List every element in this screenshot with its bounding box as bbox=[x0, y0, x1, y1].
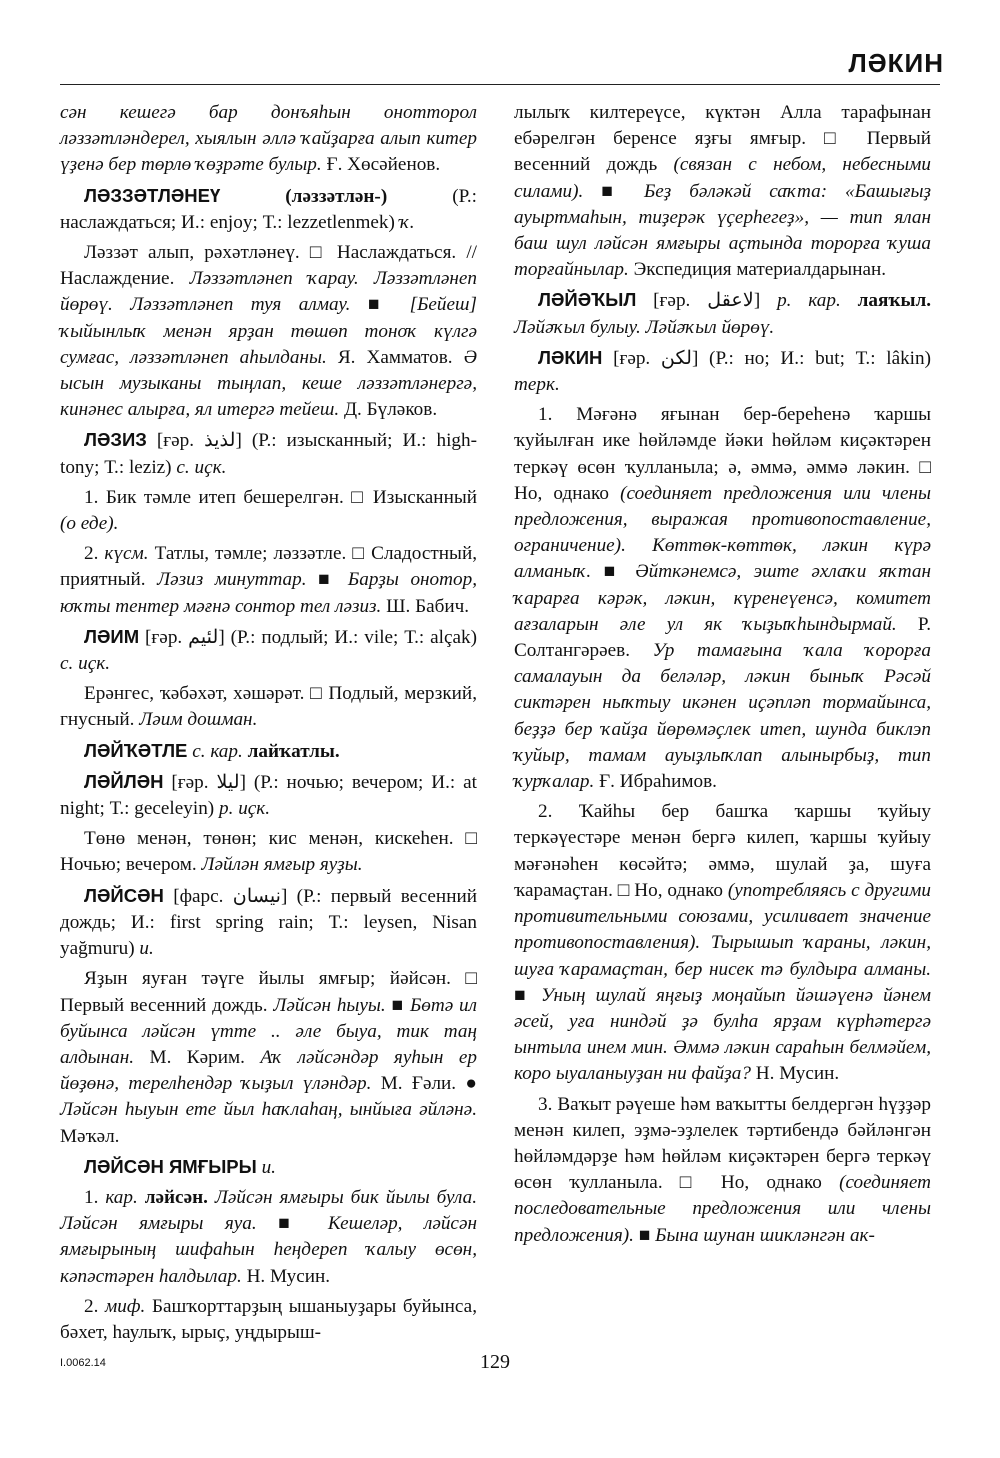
italic-text: с. иҫк. bbox=[60, 653, 110, 675]
entry-paragraph bbox=[514, 402, 931, 795]
entry-paragraph bbox=[60, 1294, 477, 1346]
italic-text: Ур тамағына ҡала ҡорорға самалауын да беләләр, ләкин быныҡ Рәсәй сиктәрен ныҡтыу икәнен иҫәпләп тормайынса, беҙҙә бер ҡайҙа йөрөмәҫлек итеп, шунда биклэп ҡуйыр, тамам ауыҙлыҡлап алынырбыҙ, тип ҡурҡалар. bbox=[514, 640, 931, 793]
text-run: 2. bbox=[84, 543, 105, 565]
headword: ЛӘЙӘҠЫЛ bbox=[538, 289, 637, 311]
text-run: 1. Бик тәмле итеп бешерелгән. □ Изысканный bbox=[84, 486, 477, 508]
text-run: Ғ. Ибраһимов. bbox=[594, 771, 717, 793]
dictionary-entry-head bbox=[60, 427, 477, 480]
italic-text: Ләззәтләнеп ҡарау. Ләззәтләнеп йөрөү. Ләззәтләнеп туя алмау. ■ [Бейеш] ҡыйынлыҡ менән ярҙан төшөп тоноҡ күлгә сумғас, ләззәтләнеп аһылданы. bbox=[60, 268, 477, 368]
entry-paragraph bbox=[60, 1185, 477, 1290]
italic-text: сән кешегә бар донъяһын онотторол ләззәтләндерел, хыялын әллә ҡайҙарға алып китер үҙенә бер төрлө ҡөҙрәте булыр. bbox=[60, 102, 477, 176]
dictionary-entry-head bbox=[60, 883, 477, 963]
bold-reference: ләйсән. bbox=[144, 1186, 208, 1208]
dictionary-entry-head bbox=[60, 1154, 477, 1181]
text-run: Экспедиция материалдарынан. bbox=[628, 259, 887, 281]
headword: ЛӘЙСӘН ЯМҒЫРЫ bbox=[84, 1155, 257, 1177]
italic-text: Ләзиз минуттар. ■ Барҙы онотор, юҡты тентер мәғнә сонтор тел ләзиз. bbox=[60, 569, 477, 617]
italic-text: Ләйсән һыуы. ■ Бөтә ил буйынса ләйсән үтте .. әле быуа, тик таң алдынан. bbox=[60, 994, 478, 1068]
dictionary-entry-head bbox=[60, 769, 477, 822]
italic-text: кар. bbox=[105, 1186, 138, 1208]
right-column bbox=[514, 100, 931, 1253]
entry-paragraph bbox=[60, 541, 477, 620]
entry-paragraph bbox=[60, 240, 477, 423]
italic-text: Ә ысын музыканы тыңлап, кеше ләззәтләнергә, кинәнес алырға, ял итергә тейеш. bbox=[60, 346, 477, 421]
continued-text bbox=[514, 100, 931, 283]
italic-text: миф. bbox=[105, 1295, 146, 1317]
text-run: Н. Мусин. bbox=[241, 1265, 331, 1287]
dictionary-entry-head bbox=[60, 183, 477, 236]
italic-text: Ләйәҡыл булыу. Ләйәҡыл йөрөү. bbox=[514, 316, 775, 338]
text-run: [ғәр. لاعقل] bbox=[636, 290, 778, 312]
bold-reference: (ләззәтлән-) bbox=[285, 185, 388, 207]
text-run: 3. Ваҡыт рәүеше һәм ваҡытты белдергән һүҙҙәр менән килеп, эҙмә-эҙлелек тәртибендә бәйләнгән һөйләмдәрҙе һәм һөйләм киҫәктәрен бергә теркәү өсөн ҡулланыла. □ Но, однако bbox=[514, 1093, 931, 1194]
entry-paragraph bbox=[60, 681, 477, 733]
italic-text: Ләйсән һыуын ете йыл һаҡлаһаң, ынйыға әйләнә. bbox=[60, 1099, 477, 1121]
left-column bbox=[60, 100, 477, 1350]
text-run: М. Кәрим. bbox=[134, 1046, 261, 1068]
dictionary-entry-head bbox=[514, 345, 931, 398]
italic-text: Ләйсән ямғыры бик йылы була. Ләйсән ямғыры яуа. ■ Кешеләр, ләйсән ямғырының шифаһын һеңдереп ҡалыу өсөн, кәпәстәрен һалдылар. bbox=[60, 1186, 478, 1287]
headword: ЛӘЗИЗ bbox=[84, 429, 147, 451]
italic-text: (употребляясь с другими противительными союзами, усиливает значение противопоставления). Тырышып ҡараны, ләкин, шуға ҡарамаҫтан, бер нисек тә булдыра алманы. ■ Уның шулай яңғыҙ моңайып йәшәүенә йәнем әсей, уға ниндәй ҙә булһа ярҙам күрһәтергә ынтыла инем мин. Әммә ләкин сараһын белмәйем, коро ыуаланыуҙан ни файҙа? bbox=[514, 879, 931, 1085]
text-run: лылыҡ килтереүсе, күктән Алла тарафынан ебәрелгән беренсе яҙғы ямғыр. □ Первый весенний дождь bbox=[514, 102, 931, 176]
headword: ЛӘЗЗӘТЛӘНЕҮ bbox=[84, 184, 221, 206]
text-run: Башҡорттарҙың ышаныуҙары буйынса, бәхет, һаулыҡ, ырыҫ, уңдырыш- bbox=[60, 1295, 478, 1343]
text-run: Я. Хамматов. bbox=[326, 346, 464, 368]
dictionary-entry-head bbox=[60, 624, 477, 677]
italic-text: р. иҫк. bbox=[219, 798, 271, 820]
text-run: Ш. Бабич. bbox=[381, 595, 470, 617]
text-run: 1. bbox=[84, 1186, 106, 1208]
text-run: (Р.: наслаждаться; И.: enjoy; Т.: lezzetlenmek) bbox=[60, 185, 477, 233]
text-run bbox=[220, 186, 285, 207]
text-run: 1. Мәғәнә яғынан бер-береһенә ҡаршы ҡуйылған ике һөйләмде йәки һөйләм киҫәктәрен теркәү өсөн ҡулланыла; ә, әммә, әммә ләкин. □ Но, однако bbox=[514, 404, 931, 504]
italic-text: күсм. bbox=[104, 543, 149, 565]
italic-text: ҡ. bbox=[399, 211, 415, 233]
text-run bbox=[208, 1187, 215, 1208]
entry-paragraph bbox=[60, 826, 477, 878]
headword: ЛӘЙСӘН bbox=[84, 884, 164, 906]
text-run: 2. bbox=[84, 1295, 106, 1317]
italic-text: и. bbox=[139, 938, 154, 960]
entry-paragraph bbox=[514, 799, 931, 1087]
text-run: Р. Солтангәрәев. bbox=[514, 613, 931, 662]
text-run bbox=[138, 1187, 145, 1208]
dictionary-entry-head bbox=[60, 738, 477, 765]
bold-reference: лайҡатлы. bbox=[247, 740, 340, 762]
headword: ЛӘКИН bbox=[538, 346, 603, 368]
text-run: Д. Бүләков. bbox=[339, 399, 438, 421]
text-run: [ғәр. ليلا] (Р.: ночью; вечером; И.: at night; Т.: geceleyin) bbox=[60, 771, 477, 820]
headword: ЛӘЙЛӘН bbox=[84, 770, 164, 792]
text-run: Мәҡәл. bbox=[60, 1125, 120, 1147]
print-mark: I.0062.14 bbox=[60, 1357, 106, 1369]
italic-text: с. bbox=[187, 740, 211, 762]
text-run: Ләззәт алып, рәхәтләнеү. □ Наслаждаться. // Наслаждение. bbox=[60, 242, 477, 290]
italic-text: Ләйлән ямғыр яуҙы. bbox=[201, 854, 363, 876]
text-run: [фарс. نيسان] (Р.: первый весенний дождь; И.: first spring rain; Т.: leysen, Nisan yağmuru) bbox=[60, 885, 478, 960]
text-run: М. Ғәли. ● bbox=[371, 1073, 477, 1095]
text-run: Яҙын яуған тәүге йылы ямғыр; йәйсән. □ Первый весенний дождь. bbox=[60, 968, 477, 1016]
entry-paragraph bbox=[514, 1092, 931, 1249]
text-run: [ғәр. لئيم] (Р.: подлый; И.: vile; Т.: alçak) bbox=[139, 626, 477, 648]
header-rule bbox=[60, 84, 940, 85]
italic-text: (о еде). bbox=[60, 513, 119, 535]
text-run: [ғәр. لذيذ] (Р.: изысканный; И.: high-tony; Т.: leziz) bbox=[60, 430, 477, 478]
italic-text: (соединяет предложения или члены предложения, выражая противопоставление, ограничение). Көттөк-көттөк, ләкин күрә алманыҡ. ■ Әйткәнемсә, эште әхлаҡи яҡтан ҡарарға кәрәк, ләкин, күренеүенсә, комитет ағзаларын әле ул як ҡыҙыҡһындырмай. bbox=[514, 482, 931, 635]
italic-text: Аҡ ләйсәндәр яуһын ер йөҙөнә, терелһендәр ҡыҙыл үләндәр. bbox=[60, 1046, 477, 1095]
italic-text: (связан с небом, небесными силами). ■ Беҙ бәләкәй саҡта: «Башығыҙ ауыртмаһын, тиҙерәк үҫерһегеҙ», — тип ялан баш шул ләйсән ямғыры аҫтында торорға ҡуша торғайнылар. bbox=[514, 154, 931, 281]
headword: ЛӘЙҠӘТЛЕ bbox=[84, 739, 188, 761]
text-run bbox=[841, 290, 858, 311]
text-run: Татлы, тәмле; ләззәтле. □ Сладостный, приятный. bbox=[60, 543, 478, 591]
italic-text: (соединяет последовательные предложения или члены предложения). ■ Бына шунан шикләнгән ак- bbox=[514, 1172, 931, 1246]
text-run: 2. Ҡайһы бер башҡа ҡаршы ҡуйыу теркәүестәре менән бергә килеп, ҡаршы ҡуйыу мәғәнәһен көсәйтә; әммә, шулай ҙа, шуға ҡарамаҫтан. □ Но, однако bbox=[514, 801, 931, 901]
italic-text: кар. bbox=[210, 740, 243, 762]
text-run: Төнө менән, төнөн; кис менән, кискеһен. □ Ночью; вечером. bbox=[60, 828, 477, 876]
bold-reference: лаяҡыл. bbox=[857, 290, 932, 312]
headword: ЛӘИМ bbox=[84, 625, 140, 647]
continued-text bbox=[60, 100, 477, 179]
italic-text: с. иҫк. bbox=[176, 456, 227, 478]
text-run: [ғәр. لكن] (Р.: но; И.: but; Т.: lâkin) bbox=[602, 347, 931, 369]
text-run: Ерәнгес, ҡәбәхәт, хәшәрәт. □ Подлый, мерзкий, гнусный. bbox=[60, 683, 477, 731]
italic-text: Ләим дошман. bbox=[139, 709, 258, 731]
italic-text: и. bbox=[256, 1156, 276, 1178]
italic-text: р. кар. bbox=[777, 290, 841, 312]
dictionary-entry-head bbox=[514, 287, 931, 340]
page-number: 129 bbox=[480, 1351, 510, 1373]
entry-paragraph bbox=[60, 485, 477, 537]
text-run: Н. Мусин. bbox=[750, 1063, 840, 1085]
running-head: ЛӘКИН bbox=[848, 48, 944, 78]
text-run: Ғ. Хөсәйенов. bbox=[321, 154, 441, 176]
italic-text: терк. bbox=[514, 374, 560, 396]
entry-paragraph bbox=[60, 966, 477, 1149]
